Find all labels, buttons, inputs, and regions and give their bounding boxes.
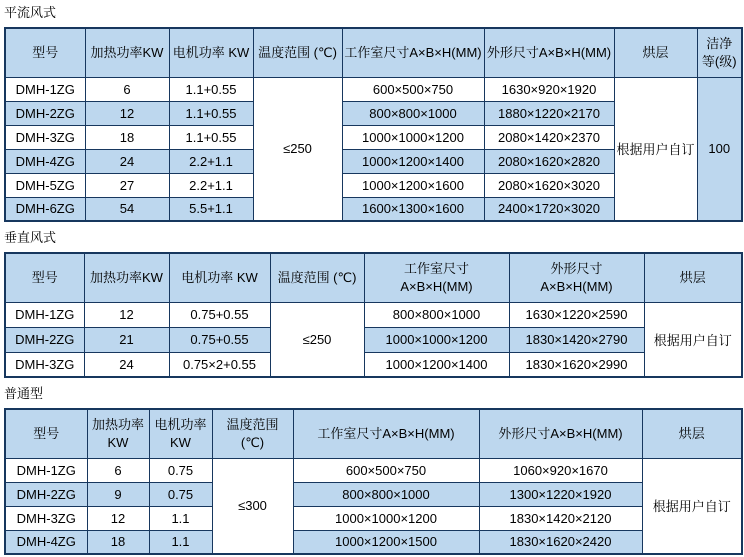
merged-cell: ≤250 [270, 302, 364, 377]
section-title-ordinary-type: 普通型 [4, 386, 44, 401]
table-cell: 9 [87, 482, 149, 506]
table-cell: DMH-5ZG [5, 173, 85, 197]
table-cell: 27 [85, 173, 169, 197]
table-cell: 6 [85, 77, 169, 101]
table-cell: 18 [87, 530, 149, 554]
table-cell: DMH-1ZG [5, 77, 85, 101]
table-cell: 0.75×2+0.55 [169, 352, 270, 377]
table-cell: 1630×920×1920 [484, 77, 614, 101]
column-header: 电机功率 KW [169, 253, 270, 302]
table-row [5, 77, 742, 101]
section-title-vertical-airflow: 垂直风式 [4, 230, 57, 245]
header-row [5, 253, 742, 302]
table-cell: 1830×1620×2990 [509, 352, 644, 377]
column-header: 工作室尺寸A×B×H(MM) [293, 409, 479, 458]
column-header: 型号 [5, 28, 85, 77]
ordinary-type-spec-table [4, 408, 743, 555]
column-header: 加热功率KW [85, 28, 169, 77]
table-cell: 600×500×750 [293, 458, 479, 482]
table-cell: 1830×1420×2790 [509, 327, 644, 352]
table-cell: 800×800×1000 [364, 302, 509, 327]
table-cell: DMH-3ZG [5, 352, 84, 377]
column-header: 温度范围 (℃) [253, 28, 342, 77]
table-cell: 1000×1200×1500 [293, 530, 479, 554]
table-row [5, 458, 742, 482]
table-cell: 24 [85, 149, 169, 173]
column-header: 型号 [5, 409, 87, 458]
table-cell: 1000×1000×1200 [364, 327, 509, 352]
table-cell: 1060×920×1670 [479, 458, 642, 482]
merged-cell: ≤250 [253, 77, 342, 221]
table-cell: 800×800×1000 [293, 482, 479, 506]
table-cell: 2080×1620×3020 [484, 173, 614, 197]
table-cell: 1600×1300×1600 [342, 197, 484, 221]
table-cell: 2080×1620×2820 [484, 149, 614, 173]
column-header: 温度范围 (℃) [270, 253, 364, 302]
table-cell: 2.2+1.1 [169, 149, 253, 173]
merged-cell: ≤300 [212, 458, 293, 554]
table-cell: 21 [84, 327, 169, 352]
table-cell: DMH-2ZG [5, 101, 85, 125]
table-cell: 800×800×1000 [342, 101, 484, 125]
column-header: 电机功率 KW [169, 28, 253, 77]
table-cell: 2400×1720×3020 [484, 197, 614, 221]
merged-cell: 根据用户自订 [644, 302, 742, 377]
table-cell: 0.75 [149, 458, 212, 482]
merged-cell: 100 [697, 77, 742, 221]
header-row [5, 409, 742, 458]
column-header: 外形尺寸A×B×H(MM) [484, 28, 614, 77]
column-header: 烘层 [644, 253, 742, 302]
table-cell: 1880×1220×2170 [484, 101, 614, 125]
header-row [5, 28, 742, 77]
table-cell: 24 [84, 352, 169, 377]
column-header: 外形尺寸 A×B×H(MM) [509, 253, 644, 302]
table-cell: 1830×1620×2420 [479, 530, 642, 554]
table-cell: 1000×1000×1200 [293, 506, 479, 530]
table-cell: 1830×1420×2120 [479, 506, 642, 530]
table-row [5, 352, 742, 377]
table-cell: 1000×1200×1400 [364, 352, 509, 377]
table-cell: 1.1+0.55 [169, 101, 253, 125]
merged-cell: 根据用户自订 [642, 458, 742, 554]
table-cell: DMH-4ZG [5, 149, 85, 173]
table-cell: 0.75+0.55 [169, 327, 270, 352]
table-cell: 600×500×750 [342, 77, 484, 101]
table-cell: DMH-4ZG [5, 530, 87, 554]
table-cell: 12 [84, 302, 169, 327]
table-cell: DMH-3ZG [5, 506, 87, 530]
column-header: 烘层 [614, 28, 697, 77]
table-cell: DMH-1ZG [5, 302, 84, 327]
table-cell: 6 [87, 458, 149, 482]
section-title-horizontal-airflow: 平流风式 [4, 5, 57, 20]
horizontal-airflow-spec-table [4, 27, 743, 222]
table-cell: 1300×1220×1920 [479, 482, 642, 506]
table-cell: 2080×1420×2370 [484, 125, 614, 149]
column-header: 外形尺寸A×B×H(MM) [479, 409, 642, 458]
table-cell: 1.1 [149, 506, 212, 530]
table-cell: DMH-2ZG [5, 482, 87, 506]
table-cell: 12 [85, 101, 169, 125]
table-cell: DMH-2ZG [5, 327, 84, 352]
section-horizontal-airflow [4, 5, 741, 222]
merged-cell: 根据用户自订 [614, 77, 697, 221]
vertical-airflow-spec-table [4, 252, 743, 378]
table-cell: DMH-3ZG [5, 125, 85, 149]
column-header: 烘层 [642, 409, 742, 458]
table-row [5, 302, 742, 327]
table-row [5, 530, 742, 554]
column-header: 加热功率KW [84, 253, 169, 302]
column-header: 洁净 等(级) [697, 28, 742, 77]
column-header: 工作室尺寸A×B×H(MM) [342, 28, 484, 77]
table-cell: 1.1 [149, 530, 212, 554]
table-cell: 1.1+0.55 [169, 125, 253, 149]
table-cell: 5.5+1.1 [169, 197, 253, 221]
column-header: 温度范围 (℃) [212, 409, 293, 458]
table-cell: 18 [85, 125, 169, 149]
section-vertical-airflow [4, 230, 741, 378]
table-cell: DMH-1ZG [5, 458, 87, 482]
table-cell: 1000×1000×1200 [342, 125, 484, 149]
table-cell: 0.75+0.55 [169, 302, 270, 327]
table-cell: 12 [87, 506, 149, 530]
column-header: 工作室尺寸 A×B×H(MM) [364, 253, 509, 302]
table-row [5, 327, 742, 352]
table-cell: 2.2+1.1 [169, 173, 253, 197]
table-row [5, 482, 742, 506]
table-cell: 0.75 [149, 482, 212, 506]
column-header: 型号 [5, 253, 84, 302]
table-cell: 1000×1200×1600 [342, 173, 484, 197]
table-cell: 1.1+0.55 [169, 77, 253, 101]
table-row [5, 506, 742, 530]
table-cell: 54 [85, 197, 169, 221]
section-ordinary-type [4, 386, 741, 555]
table-cell: DMH-6ZG [5, 197, 85, 221]
column-header: 加热功率 KW [87, 409, 149, 458]
table-cell: 1000×1200×1400 [342, 149, 484, 173]
column-header: 电机功率 KW [149, 409, 212, 458]
table-cell: 1630×1220×2590 [509, 302, 644, 327]
